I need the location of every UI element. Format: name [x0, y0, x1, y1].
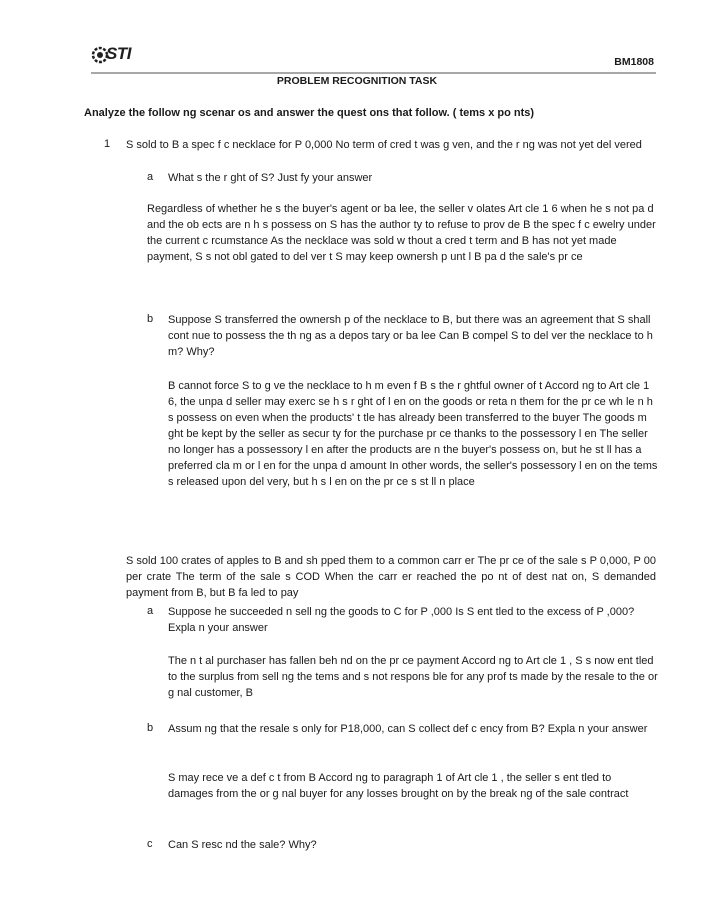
logo-text: STI — [106, 44, 131, 63]
instructions: Analyze the follow ng scenar os and answer the quest ons that follow. ( tems x po nts) — [84, 107, 535, 119]
q2c-question: Can S resc nd the sale? Why? — [168, 839, 317, 851]
q1b-label: b — [147, 313, 154, 325]
document-code: BM1808 — [614, 56, 654, 68]
q2-text: S sold 100 crates of apples to B and sh pped them to a common carr er The pr ce of the sale s P 0,000, P 00 per crate The term of the sale s COD When the carr er reached the po nt of dest nat on, S demanded payment from B, but B fa led to pay — [126, 555, 656, 599]
q1-text: S sold to B a spec f c necklace for P 0,000 No term of cred t was g ven, and the r ng was not yet del vered — [126, 139, 642, 151]
q2b-answer: S may rece ve a def c t from B Accord ng to paragraph 1 of Art cle 1 , the seller s ent tled to damages from the or g nal buyer for any losses brought on by the break ng of the sale contract — [168, 772, 629, 800]
q2b-question: Assum ng that the resale s only for P18,000, can S collect def c ency from B? Expla n your answer — [168, 723, 648, 735]
page-title: PROBLEM RECOGNITION TASK — [276, 75, 438, 87]
q2b-label: b — [147, 722, 154, 734]
header-divider — [91, 72, 656, 74]
q2a-answer: The n t al purchaser has fallen beh nd on the pr ce payment Accord ng to Art cle 1 , S s now ent tled to the surplus from sell ng the tems and s not respons ble for any prof ts made by the resale to the or g nal customer, B — [168, 655, 658, 699]
q1b-question: Suppose S transferred the ownersh p of the necklace to B, but there was an agreement that S shall cont nue to possess the th ng as a depos tary or ba lee Can B compel S to del ver the necklace to h m? Why? — [168, 314, 653, 358]
q1a-question: What s the r ght of S? Just fy your answer — [168, 172, 373, 184]
q2c-label: c — [147, 838, 153, 850]
q2a-label: a — [147, 605, 154, 617]
q1b-answer: B cannot force S to g ve the necklace to h m even f B s the r ghtful owner of t Accord ng to Art cle 1 6, the unpa d seller may exerc se h s r ght of l en on the goods or reta n them for the pr ce wh le n h s possess on even when the products' t tle has already been transferred to the buyer The goods m ght be kept by the seller as secur ty for the purchase pr ce thanks to the possessory l en The seller no longer has a possessory l en after the products are n the buyer's possess on, but he st ll has a preferred cla m or l en for the unpa d amount In other words, the seller's possessory l en on the tems s released upon del very, but h s l en on the pr ce s st ll n place — [168, 380, 658, 488]
q1a-answer: Regardless of whether he s the buyer's agent or ba lee, the seller v olates Art cle 1 6 when he s not pa d and the ob ects are n h s possess on S has the author ty to refuse to prov de B the spec f c ewelry under the current c rcumstance As the necklace was sold w thout a cred t term and B has not yet made payment, S s not obl gated to del ver t S may keep ownersh p unt l B pa d the sale's pr ce — [147, 203, 656, 263]
q1a-label: a — [147, 171, 154, 183]
q2a-question: Suppose he succeeded n sell ng the goods to C for P ,000 Is S ent tled to the excess of P ,000? Expla n your answer — [168, 606, 635, 634]
q1-number: 1 — [104, 138, 111, 150]
